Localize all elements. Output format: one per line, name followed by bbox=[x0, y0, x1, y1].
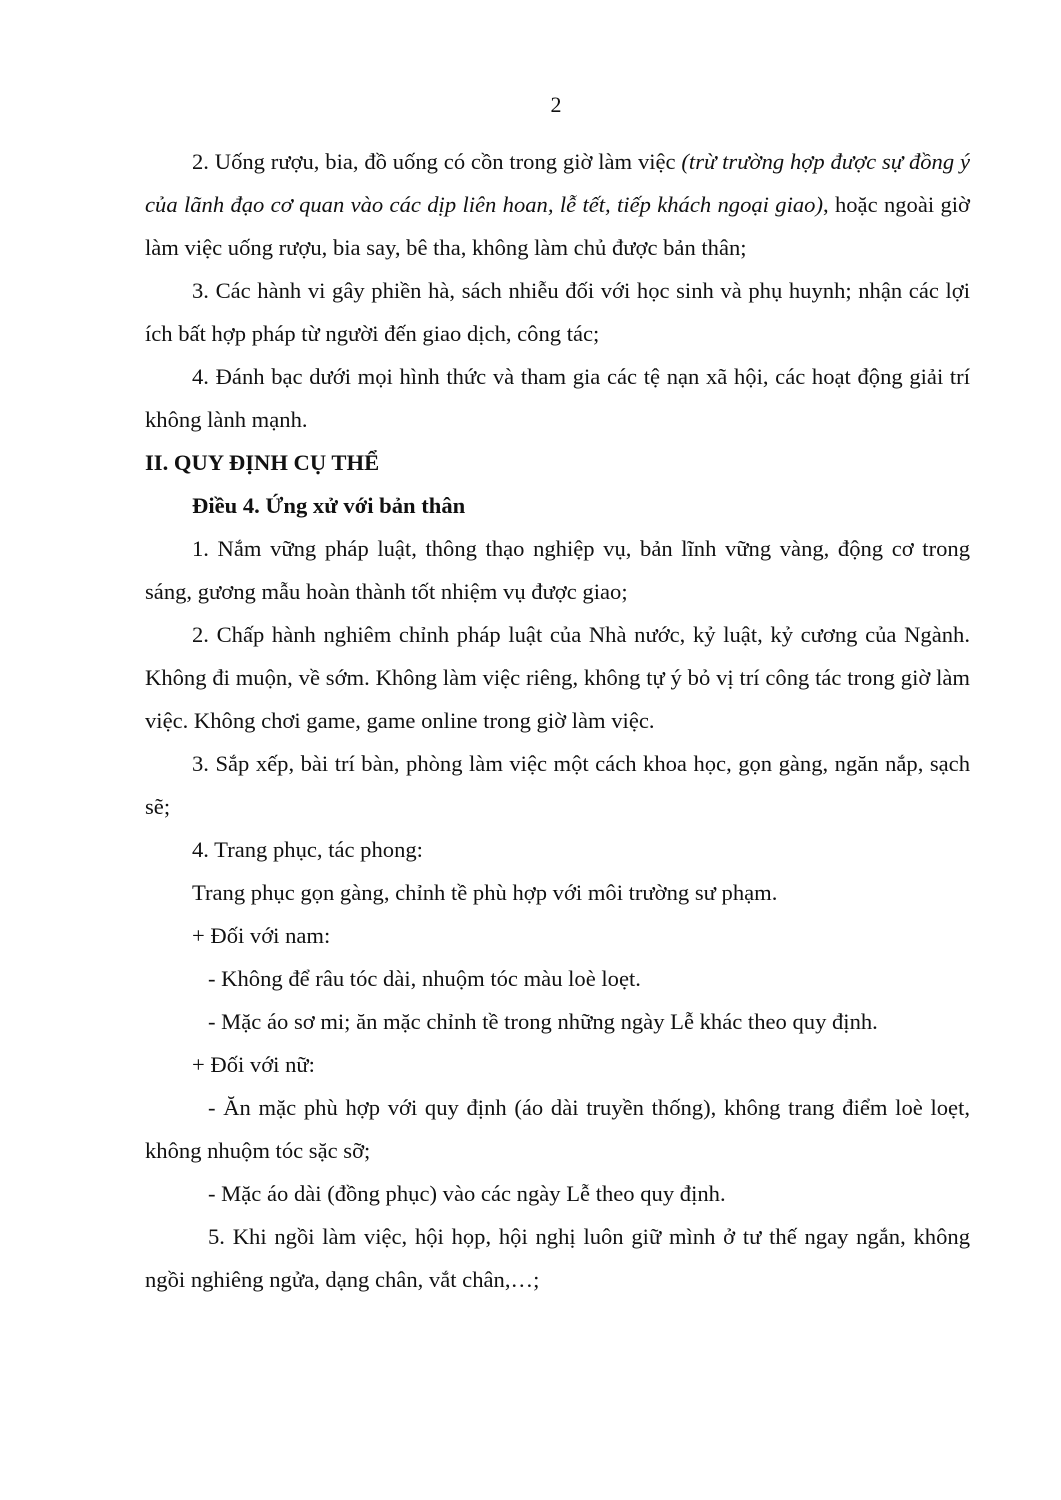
article-item-4: 4. Trang phục, tác phong: bbox=[192, 837, 423, 862]
article-item-2: 2. Chấp hành nghiêm chỉnh pháp luật của Nhà nước, kỷ luật, kỷ cương của Ngành. Không đi muộn, về sớm. Không làm việc riêng, không tự ý bỏ vị trí công tác trong giờ làm việc. Không chơi game, game online trong giờ làm việc. bbox=[145, 622, 970, 733]
article-heading: Điều 4. Ứng xử với bản thân bbox=[192, 493, 466, 518]
page-number: 2 bbox=[550, 92, 562, 117]
men-rule-1: - Không để râu tóc dài, nhuộm tóc màu loè loẹt. bbox=[208, 966, 641, 991]
paragraph-2-text-end: , hoặc ngoài giờ làm việc uống rượu, bia say, bê tha, không làm chủ được bản thân; bbox=[145, 192, 970, 260]
section-heading: II. QUY ĐỊNH CỤ THỂ bbox=[145, 450, 380, 475]
paragraph-2-italic: (trừ trường hợp được sự đồng ý của lãnh đạo cơ quan vào các dịp liên hoan, lễ tết, tiếp khách ngoại giao) bbox=[145, 149, 970, 217]
article-item-1: 1. Nắm vững pháp luật, thông thạo nghiệp vụ, bản lĩnh vững vàng, động cơ trong sáng, gương mẫu hoàn thành tốt nhiệm vụ được giao; bbox=[145, 536, 970, 604]
men-label: + Đối với nam: bbox=[192, 923, 331, 948]
document-body bbox=[145, 140, 970, 1301]
paragraph-4: 4. Đánh bạc dưới mọi hình thức và tham gia các tệ nạn xã hội, các hoạt động giải trí không lành mạnh. bbox=[145, 364, 970, 432]
paragraph-2-text: 2. Uống rượu, bia, đồ uống có cồn trong giờ làm việc bbox=[192, 149, 682, 174]
women-rule-2: - Mặc áo dài (đồng phục) vào các ngày Lễ theo quy định. bbox=[208, 1181, 726, 1206]
article-item-3: 3. Sắp xếp, bài trí bàn, phòng làm việc một cách khoa học, gọn gàng, ngăn nắp, sạch sẽ; bbox=[145, 751, 970, 819]
men-rule-2: - Mặc áo sơ mi; ăn mặc chỉnh tề trong những ngày Lễ khác theo quy định. bbox=[208, 1009, 878, 1034]
paragraph-2 bbox=[145, 140, 970, 269]
article-item-5: 5. Khi ngồi làm việc, hội họp, hội nghị luôn giữ mình ở tư thế ngay ngắn, không ngồi nghiêng ngửa, dạng chân, vắt chân,…; bbox=[145, 1224, 970, 1292]
women-label: + Đối với nữ: bbox=[192, 1052, 315, 1077]
women-rule-1: - Ăn mặc phù hợp với quy định (áo dài truyền thống), không trang điểm loè loẹt, không nhuộm tóc sặc sỡ; bbox=[145, 1095, 970, 1163]
article-item-4-description: Trang phục gọn gàng, chỉnh tề phù hợp với môi trường sư phạm. bbox=[192, 880, 778, 905]
paragraph-3: 3. Các hành vi gây phiền hà, sách nhiễu đối với học sinh và phụ huynh; nhận các lợi ích bất hợp pháp từ người đến giao dịch, công tác; bbox=[145, 278, 970, 346]
